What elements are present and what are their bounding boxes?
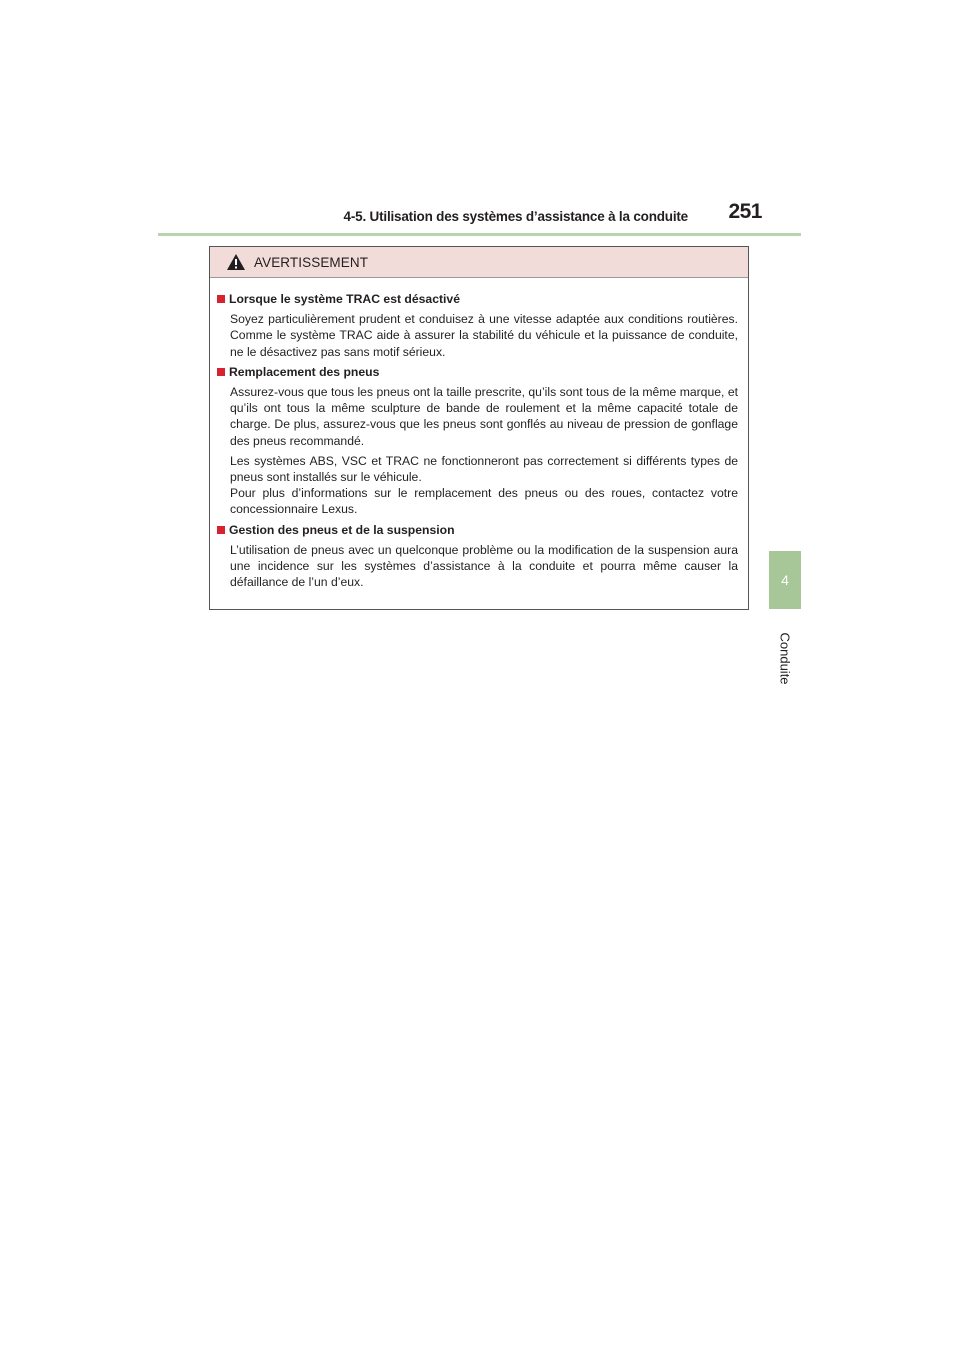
paragraph: Les systèmes ABS, VSC et TRAC ne fonctionneront pas correctement si différents types de pneus sont installés sur le véhicule. (230, 453, 738, 485)
paragraph: Assurez-vous que tous les pneus ont la taille prescrite, qu’ils sont tous de la même marque, et qu’ils ont tous la même sculpture de bande de roulement et la même capacité totale de charge. De plus, assurez-vous que les pneus sont gonflés au niveau de pression de gonflage des pneus recommandé. (230, 385, 738, 448)
section-heading (217, 291, 738, 307)
section-heading-text: Gestion des pneus et de la suspension (229, 522, 455, 537)
warning-box (209, 246, 749, 610)
section-heading (217, 522, 738, 538)
section-heading-text: Lorsque le système TRAC est désactivé (229, 292, 460, 306)
header-divider (158, 233, 801, 236)
section-tire-replacement (217, 364, 738, 518)
bullet-square-icon (217, 295, 225, 303)
chapter-label: Conduite (777, 632, 793, 685)
section-heading (217, 364, 738, 380)
warning-body (210, 278, 748, 590)
warning-header (210, 247, 748, 278)
warning-title: AVERTISSEMENT (254, 254, 369, 270)
section-heading-text: Remplacement des pneus (229, 364, 380, 379)
warning-triangle-icon (226, 253, 246, 271)
paragraph: Pour plus d’informations sur le remplacement des pneus ou des roues, contactez votre concessionnaire Lexus. (230, 486, 738, 517)
chapter-tab[interactable]: 4 (769, 551, 801, 609)
paragraph: L’utilisation de pneus avec un quelconque problème ou la modification de la suspension aura une incidence sur les systèmes d’assistance à la conduite et pourra même causer la défaillance de l’un d’eux. (230, 542, 738, 590)
page-number: 251 (728, 200, 762, 223)
bullet-square-icon (217, 368, 225, 376)
section-title: 4-5. Utilisation des systèmes d’assistance à la conduite (343, 209, 688, 224)
section-tire-suspension (217, 522, 738, 591)
section-trac-disabled (217, 291, 738, 360)
paragraph: Soyez particulièrement prudent et conduisez à une vitesse adaptée aux conditions routières. Comme le système TRAC aide à assurer la stabilité du véhicule et la puissance de conduite, ne le désactivez pas sans motif sérieux. (230, 312, 738, 359)
bullet-square-icon (217, 526, 225, 534)
